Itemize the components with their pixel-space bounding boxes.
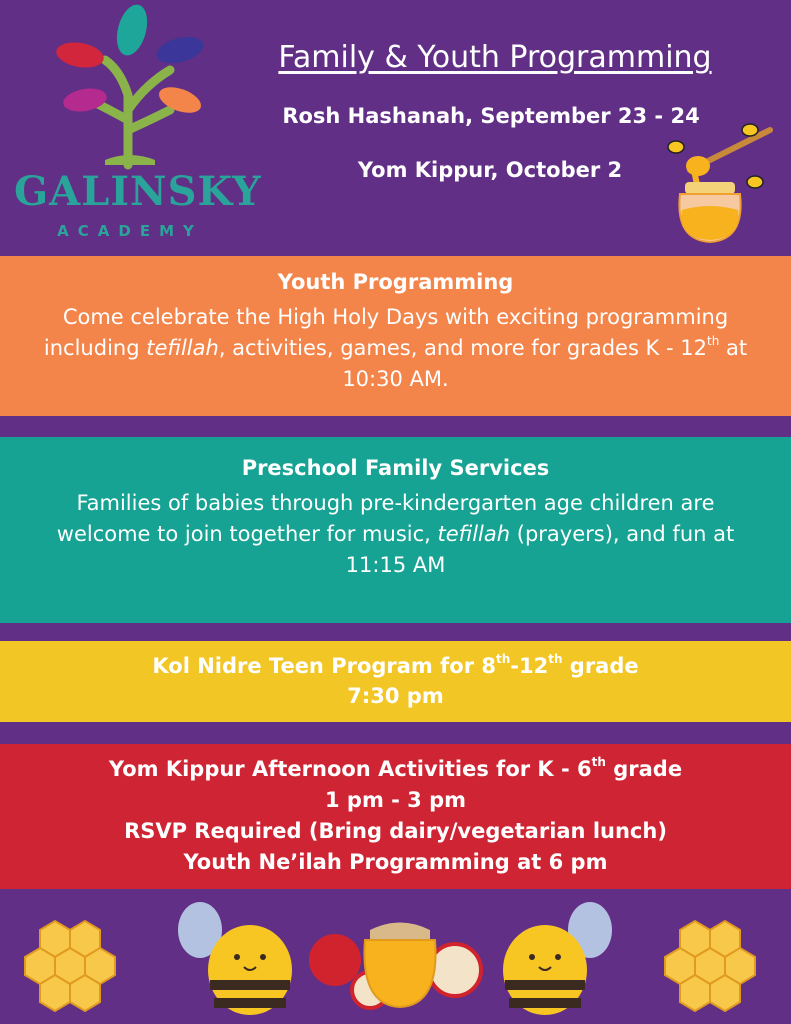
kol-nidre-title: Kol Nidre Teen Program for 8th-12th grade xyxy=(152,652,639,678)
rsvp-note: RSVP Required (Bring dairy/vegetarian lunch) xyxy=(124,819,667,843)
page-title: Family & Youth Programming xyxy=(278,40,712,75)
yom-kippur-activities-section xyxy=(0,744,791,889)
logo-subtitle: ACADEMY xyxy=(57,222,203,240)
yom-kippur-time: 1 pm - 3 pm xyxy=(324,788,466,812)
rosh-hashanah-date: Rosh Hashanah, September 23 - 24 xyxy=(282,104,700,128)
bee-icon xyxy=(503,902,612,1015)
yom-kippur-title: Yom Kippur Afternoon Activities for K - 6th grade xyxy=(108,755,683,781)
preschool-text: Families of babies through pre-kindergarten age children are welcome to join together for music, tefillah (prayers), and fun at 11:15 AM xyxy=(56,491,735,577)
kol-nidre-time: 7:30 pm xyxy=(347,684,444,708)
honey-jar-icon xyxy=(364,923,435,1008)
youth-programming-section xyxy=(0,256,791,416)
preschool-heading: Preschool Family Services xyxy=(241,456,550,480)
neilah-programming: Youth Ne’ilah Programming at 6 pm xyxy=(183,850,608,874)
logo-wordmark: GALINSKY xyxy=(14,168,262,215)
honeycomb-icon xyxy=(25,921,115,1011)
honeycomb-icon xyxy=(665,921,755,1011)
yom-kippur-date: Yom Kippur, October 2 xyxy=(357,158,623,182)
youth-programming-heading: Youth Programming xyxy=(277,270,514,294)
honey-jar-icon xyxy=(650,110,780,250)
youth-programming-text: Come celebrate the High Holy Days with exciting programming including tefillah, activities, games, and more for grades K - 12th at 10:30 AM. xyxy=(43,305,748,391)
preschool-family-services-section xyxy=(0,437,791,623)
kol-nidre-section xyxy=(0,641,791,722)
bottom-decoration xyxy=(0,895,791,1024)
bee-icon xyxy=(178,902,292,1015)
